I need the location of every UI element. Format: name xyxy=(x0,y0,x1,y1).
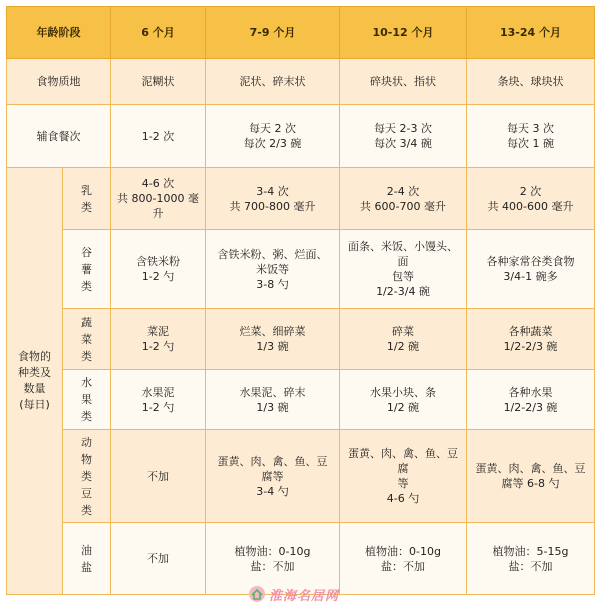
animal-bean-row xyxy=(7,430,595,523)
table-cell: 植物油：5-15g 盐：不加 xyxy=(467,523,595,595)
table-cell: 水果泥 1-2 勺 xyxy=(111,370,206,430)
table-cell: 3-4 次 共 700-800 毫升 xyxy=(206,168,340,230)
watermark-text: 淮海名居网 xyxy=(269,588,340,604)
watermark xyxy=(248,583,360,605)
table-cell: 条块、球块状 xyxy=(467,59,595,105)
table-cell: 植物油：0-10g 盐：不加 xyxy=(340,523,467,595)
table-cell: 泥糊状 xyxy=(111,59,206,105)
table-cell: 蛋黄、肉、禽、鱼、豆 腐等 3-4 勺 xyxy=(206,430,340,523)
table-cell: 碎块状、指状 xyxy=(340,59,467,105)
meals-row xyxy=(7,105,595,168)
table-cell: 不加 xyxy=(111,523,206,595)
sub-label: 乳 类 xyxy=(63,168,111,230)
header-13-24-months: 13-24 个月 xyxy=(467,7,595,59)
table-cell: 碎菜 1/2 碗 xyxy=(340,309,467,370)
table-cell: 各种蔬菜 1/2-2/3 碗 xyxy=(467,309,595,370)
vegetables-row xyxy=(7,309,595,370)
sub-label: 水 果 类 xyxy=(63,370,111,430)
header-6-months: 6 个月 xyxy=(111,7,206,59)
sub-label: 动 物 类 豆 类 xyxy=(63,430,111,523)
row-label: 食物质地 xyxy=(7,59,111,105)
grains-row xyxy=(7,230,595,309)
feeding-guide-table xyxy=(6,6,595,595)
table-cell: 蛋黄、肉、禽、鱼、豆腐 等 4-6 勺 xyxy=(340,430,467,523)
table-cell: 2 次 共 400-600 毫升 xyxy=(467,168,595,230)
table-cell: 各种水果 1/2-2/3 碗 xyxy=(467,370,595,430)
table-cell: 泥状、碎末状 xyxy=(206,59,340,105)
table-cell: 植物油：0-10g 盐：不加 xyxy=(206,523,340,595)
row-label: 辅食餐次 xyxy=(7,105,111,168)
watermark-logo-icon xyxy=(248,585,266,603)
table-cell: 含铁米粉 1-2 勺 xyxy=(111,230,206,309)
table-cell: 每天 2 次 每次 2/3 碗 xyxy=(206,105,340,168)
header-row xyxy=(7,7,595,59)
table-cell: 1-2 次 xyxy=(111,105,206,168)
header-10-12-months: 10-12 个月 xyxy=(340,7,467,59)
fruits-row xyxy=(7,370,595,430)
dairy-row xyxy=(7,168,595,230)
table-cell: 4-6 次 共 800-1000 毫升 xyxy=(111,168,206,230)
header-age-stage: 年龄阶段 xyxy=(7,7,111,59)
food-group-label: 食物的 种类及 数量 (每日) xyxy=(7,168,63,595)
table-cell: 2-4 次 共 600-700 毫升 xyxy=(340,168,467,230)
sub-label: 谷 薯 类 xyxy=(63,230,111,309)
table-cell: 每天 2-3 次 每次 3/4 碗 xyxy=(340,105,467,168)
table-cell: 菜泥 1-2 勺 xyxy=(111,309,206,370)
table-cell: 各种家常谷类食物 3/4-1 碗多 xyxy=(467,230,595,309)
table-cell: 不加 xyxy=(111,430,206,523)
table-cell: 面条、米饭、小馒头、面 包等 1/2-3/4 碗 xyxy=(340,230,467,309)
table-cell: 烂菜、细碎菜 1/3 碗 xyxy=(206,309,340,370)
table-cell: 每天 3 次 每次 1 碗 xyxy=(467,105,595,168)
table-cell: 水果小块、条 1/2 碗 xyxy=(340,370,467,430)
table-cell: 水果泥、碎末 1/3 碗 xyxy=(206,370,340,430)
table-cell: 蛋黄、肉、禽、鱼、豆 腐等 6-8 勺 xyxy=(467,430,595,523)
sub-label: 蔬 菜 类 xyxy=(63,309,111,370)
header-7-9-months: 7-9 个月 xyxy=(206,7,340,59)
table-cell: 含铁米粉、粥、烂面、 米饭等 3-8 勺 xyxy=(206,230,340,309)
texture-row xyxy=(7,59,595,105)
sub-label: 油 盐 xyxy=(63,523,111,595)
